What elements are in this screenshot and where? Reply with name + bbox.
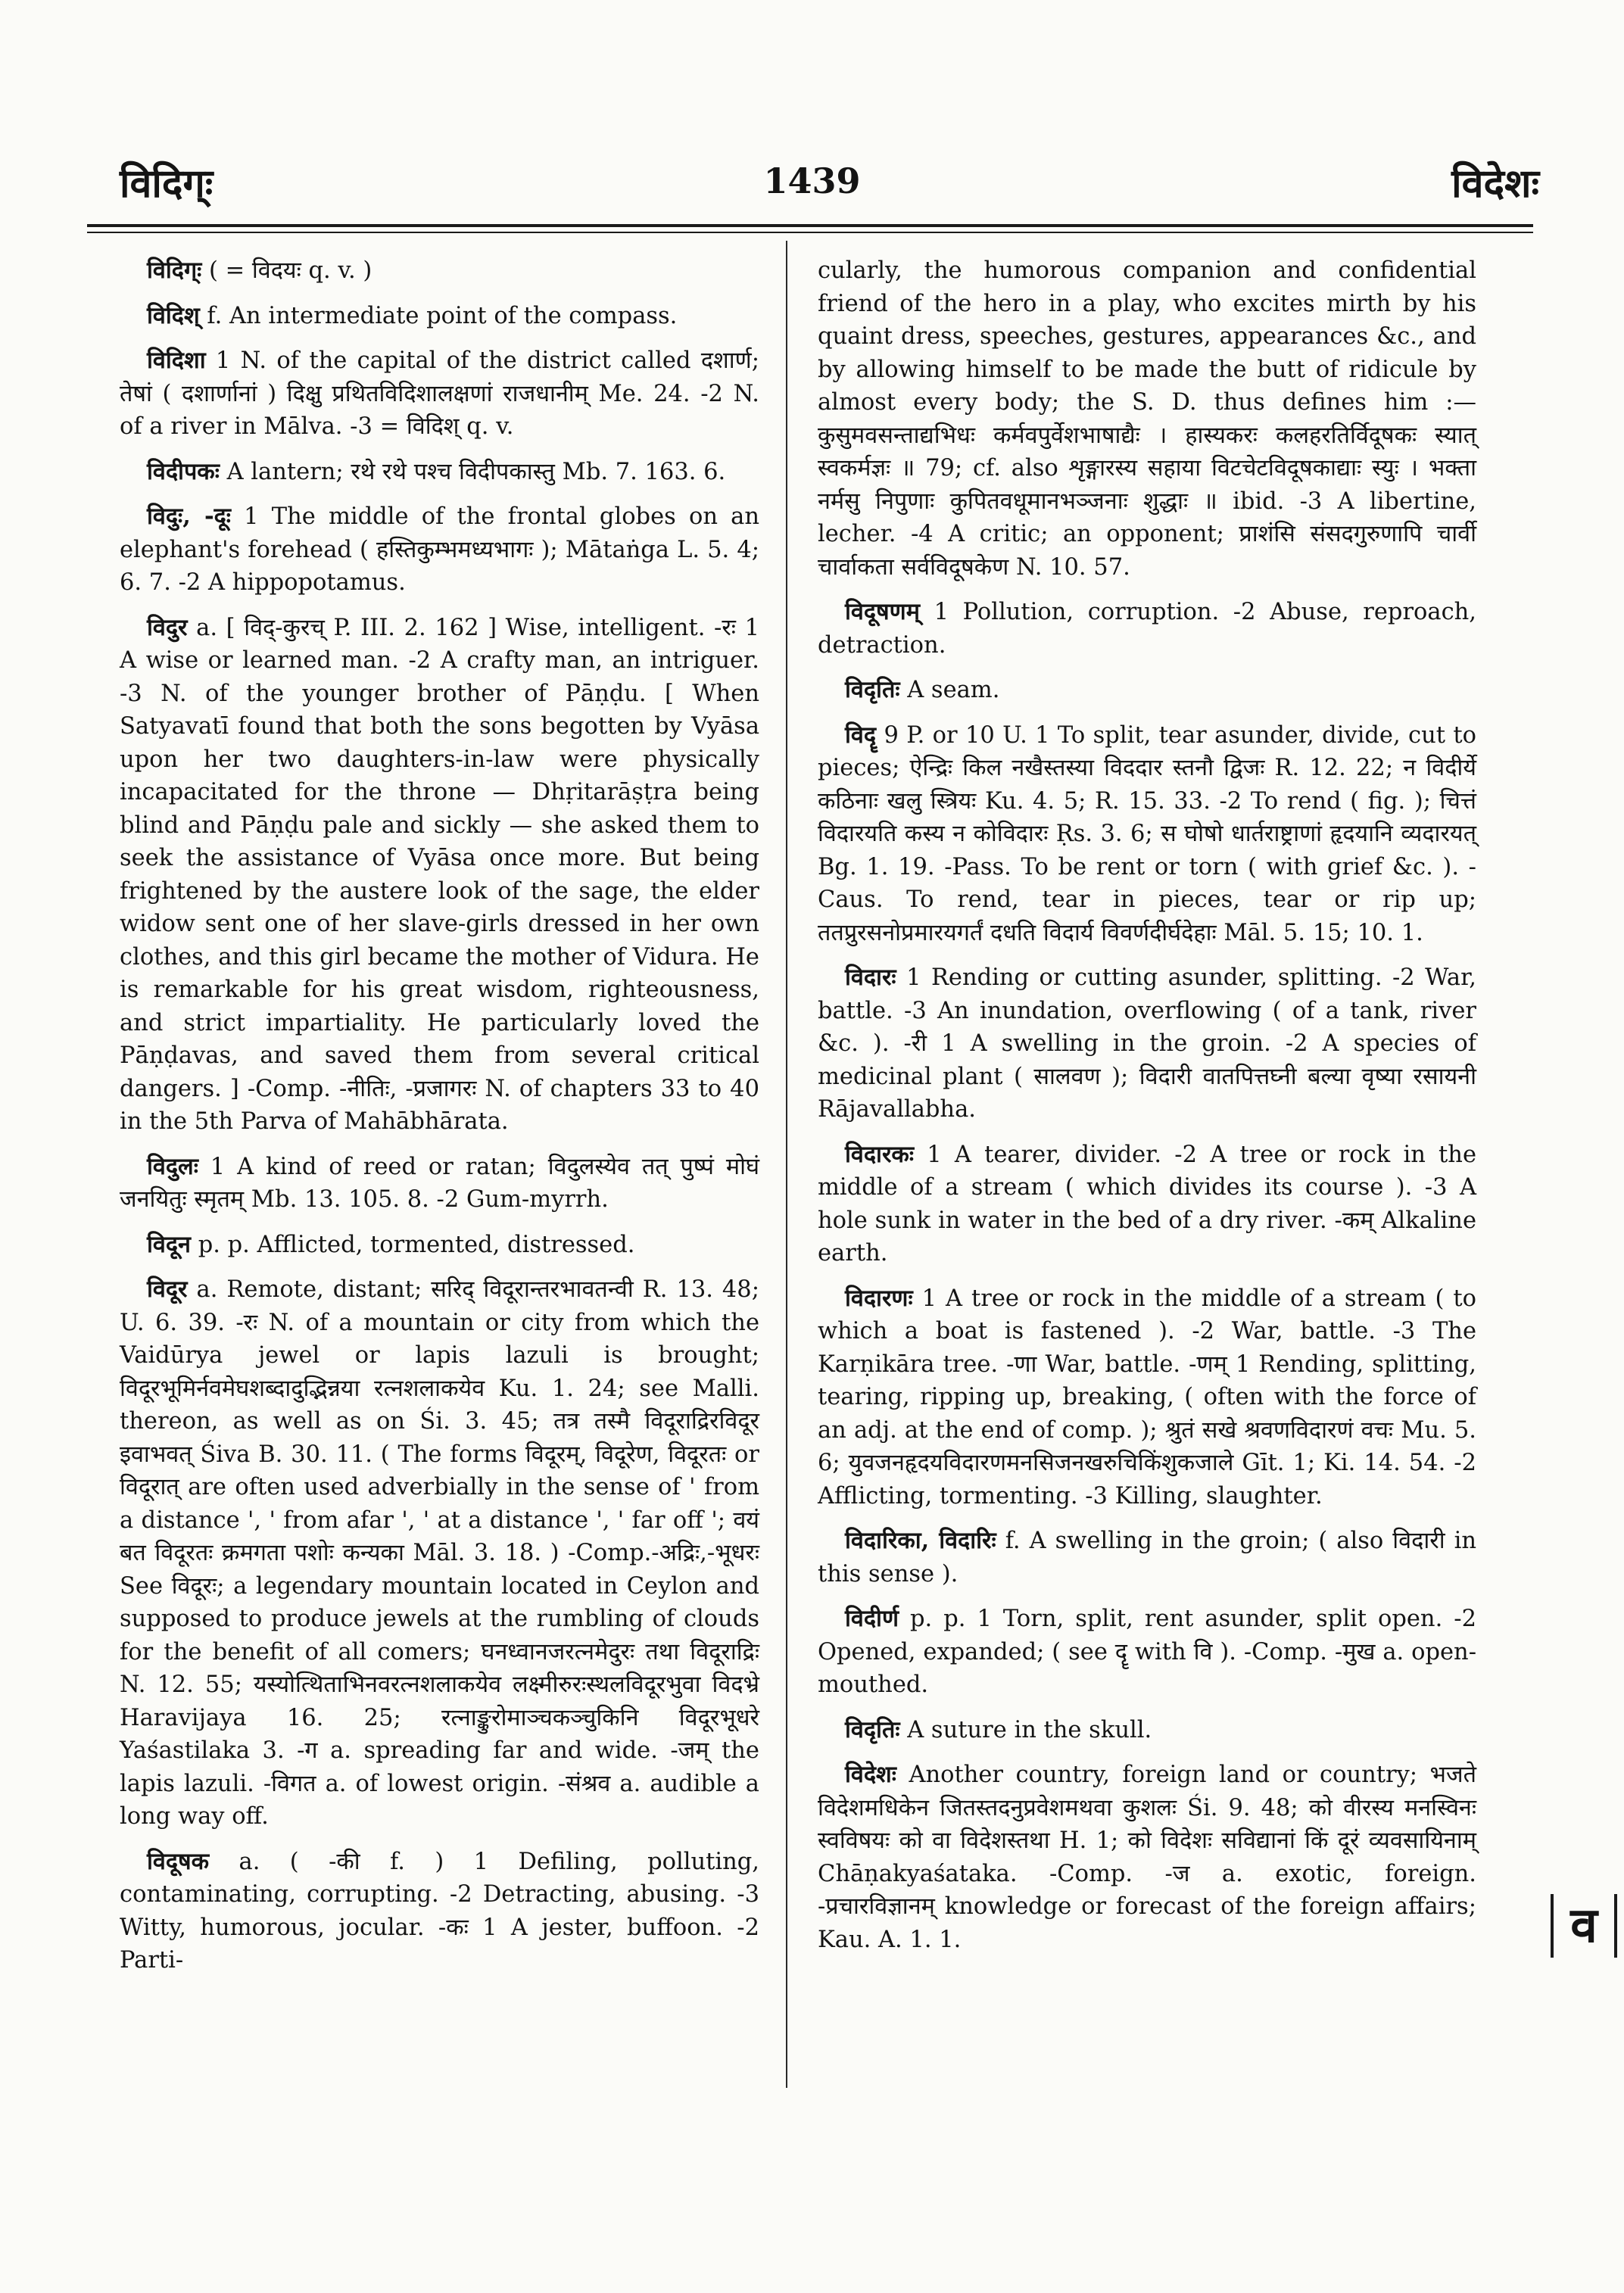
entry-headword: विदूषक — [147, 1847, 210, 1875]
entry-headword: विदून — [147, 1230, 191, 1258]
entry-headword: विदूर — [147, 1276, 188, 1303]
column-divider — [786, 241, 787, 2088]
entry-definition: a. Remote, distant; सरिद् विदूरान्तरभावतन्वी R. 13. 48; U. 6. 39. -रः N. of a mountain or city from which the Vaidūrya jewel or lapis lazuli is brought; विदूरभूमिर्नवमेघशब्दादुद्भिन्नया रत्नशलाकयेव Ku. 1. 24; see Malli. thereon, as well as on Śi. 3. 45; तत्र तस्मै विदूराद्रिरविदूर इवाभवत् Śiva B. 30. 11. ( The forms विदूरम्, विदूरेण, विदूरतः or विदूरात् are often used adverbially in the sense of ' from a distance ', ' from afar ', ' at a distance ', ' far off '; वयं बत विदूरतः क्रमगता पशोः कन्यका Māl. 3. 18. ) -Comp.-अद्रिः,-भूधरः See विदूरः; a legendary mountain located in Ceylon and supposed to produce jewels at the rumbling of clouds for the benefit of all comers; घनध्वानजरत्नमेदुरः तथा विदूराद्रिः N. 12. 55; यस्योत्थिताभिनवरत्नशलाकयेव लक्ष्मीरुरःस्थलविदूरभुवा विदभ्रे Haravijaya 16. 25; रत्नाङ्कुरोमाञ्चकञ्चुकिनि विदूरभूधरे Yaśastilaka 3. -ग a. spreading far and wide. -जम् the lapis lazuli. -विगत a. of lowest origin. -संश्रव a. audible a long way off. — [120, 1276, 759, 1830]
entry-headword: विदीर्ण — [845, 1605, 899, 1632]
dictionary-entry — [120, 612, 759, 1139]
entry-definition: Another country, foreign land or country; भजते विदेशमधिकेन जितस्तदनुप्रवेशमथवा कुशलः Śi. 9. 48; को वीरस्य मनस्विनः स्वविषयः को वा विदेशस्तथा H. 1; को विदेशः सविद्यानां किं दूरं व्यवसायिनाम् Chāṇakyaśataka. -Comp. -ज a. exotic, foreign. -प्रचारविज्ञानम् knowledge or forecast of the foreign affairs; Kau. A. 1. 1. — [818, 1762, 1476, 1953]
entry-headword: विदारणः — [845, 1284, 913, 1312]
entry-definition: 9 P. or 10 U. 1 To split, tear asunder, divide, cut to pieces; ऐन्द्रिः किल नखैस्तस्या विददार स्तनौ द्विजः R. 12. 22; न विदीर्ये कठिनाः खलु स्त्रियः Ku. 4. 5; R. 15. 33. -2 To rend ( fig. ); चित्तं विदारयति कस्य न कोविदारः Ṛs. 3. 6; स घोषो धार्तराष्ट्राणां हृदयानि व्यदारयत् Bg. 1. 19. -Pass. To be rent or torn ( with grief &c. ). -Caus. To rend, tear in pieces, tear or rip up; ततप्रुरसनोप्रमारयगर्तं दधति विदार्य विवर्णदीर्घदेहाः Māl. 5. 15; 10. 1. — [818, 721, 1476, 946]
dictionary-entry — [120, 300, 759, 333]
entry-definition: a. ( -की f. ) 1 Defiling, polluting, contaminating, corrupting. -2 Detracting, abusing. -3 Witty, humorous, jocular. -कः 1 A jester, buffoon. -2 Parti- — [120, 1848, 760, 1974]
left-guide-word: विदिग्ः — [120, 160, 214, 207]
dictionary-entry — [818, 254, 1476, 584]
entry-definition: 1 N. of the capital of the district called दशार्ण; तेषां ( दशार्णानां ) दिक्षु प्रथितविदिशालक्षणां राजधानीम् Me. 24. -2 N. of a river in Mālva. -3 = विदिश् q. v. — [120, 347, 759, 440]
entry-headword: विदिग्ः — [147, 257, 202, 284]
left-column — [120, 254, 759, 1989]
entry-definition: 1 Rending or cutting asunder, splitting. -2 War, battle. -3 An inundation, overflowing ( of a tank, river &c. ). -री 1 A swelling in the groin. -2 A species of medicinal plant ( सालवण ); विदारी वातपित्तघ्नी बल्या वृष्या रसायनी Rājavallabha. — [818, 964, 1476, 1123]
section-thumb-index: व — [1551, 1894, 1617, 1958]
right-column — [818, 254, 1476, 1968]
entry-definition: 1 The middle of the frontal globes on an elephant's forehead ( हस्तिकुम्भमध्यभागः ); Mātaṅga L. 5. 4; 6. 7. -2 A hippopotamus. — [120, 503, 759, 596]
dictionary-entry — [818, 961, 1476, 1126]
dictionary-entry — [818, 596, 1476, 662]
page-header — [0, 0, 1624, 227]
entry-definition: p. p. 1 Torn, split, rent asunder, split open. -2 Opened, expanded; ( see दॄ with वि ). -Comp. -मुख a. open-mouthed. — [818, 1606, 1476, 1698]
entry-headword: विदिशा — [147, 347, 206, 374]
entry-headword: विदिश् — [147, 301, 200, 329]
header-rule-thick — [87, 224, 1533, 227]
entry-definition: A lantern; रथे रथे पश्च विदीपकास्तु Mb. 7. 163. 6. — [226, 458, 726, 485]
entry-definition: 1 A tearer, divider. -2 A tree or rock in the middle of a stream ( which divides its course ). -3 A hole sunk in water in the bed of a dry river. -कम् Alkaline earth. — [818, 1141, 1476, 1266]
entry-definition: 1 A kind of reed or ratan; विदुलस्येव तत् पुष्पं मोघं जनयितुः स्मृतम् Mb. 13. 105. 8. -2 Gum-myrrh. — [120, 1153, 759, 1213]
entry-definition: f. An intermediate point of the compass. — [207, 302, 678, 329]
right-guide-word: विदेशः — [1451, 160, 1539, 207]
dictionary-entry — [818, 1139, 1476, 1270]
entry-definition: 1 Pollution, corruption. -2 Abuse, reproach, detraction. — [818, 599, 1476, 659]
dictionary-entry — [818, 1282, 1476, 1513]
dictionary-entry — [120, 456, 759, 489]
entry-headword: विदृतिः — [845, 676, 900, 703]
entry-headword: विदुः, -दूः — [147, 503, 231, 530]
entry-headword: विदारः — [845, 964, 896, 991]
dictionary-entry — [120, 344, 759, 444]
header-rule-thin — [87, 232, 1533, 233]
dictionary-entry — [818, 1603, 1476, 1702]
entry-headword: विदेशः — [845, 1761, 896, 1788]
entry-headword: विदारिका, विदारिः — [845, 1527, 996, 1554]
dictionary-entry — [120, 1151, 759, 1217]
entry-headword: विदूषणम् — [845, 598, 920, 625]
entry-headword: विदीपकः — [147, 457, 220, 485]
entry-headword: विदुर — [147, 613, 188, 641]
dictionary-entry — [120, 254, 759, 288]
dictionary-entry — [818, 1759, 1476, 1956]
dictionary-entry — [818, 719, 1476, 950]
entry-definition: p. p. Afflicted, tormented, distressed. — [198, 1231, 635, 1258]
entry-definition: a. [ विद्-कुरच् P. III. 2. 162 ] Wise, intelligent. -रः 1 A wise or learned man. -2 A crafty man, an intriguer. -3 N. of the younger brother of Pāṇḍu. [ When Satyavatī found that both the sons begotten by Vyāsa upon her two daughters-in-law were physically incapacitated for the throne — Dhṛitarāṣṭra being blind and Pāṇḍu pale and sickly — she asked them to seek the assistance of Vyāsa once more. But being frightened by the austere look of the sage, the elder widow sent one of her slave-girls dressed in her own clothes, and this girl became the mother of Vidura. He is remarkable for his great wisdom, righteousness, and strict impartiality. He particularly loved the Pāṇḍavas, and saved them from several critical dangers. ] -Comp. -नीतिः, -प्रजागरः N. of chapters 33 to 40 in the 5th Parva of Mahābhārata. — [120, 614, 759, 1135]
dictionary-entry — [818, 674, 1476, 707]
entry-definition: A seam. — [907, 677, 1000, 703]
dictionary-entry — [818, 1525, 1476, 1590]
entry-definition: ( = विदयः q. v. ) — [209, 257, 372, 284]
entry-definition: cularly, the humorous companion and confidential friend of the hero in a play, who excites mirth by his quaint dress, speeches, gestures, appearances &c., and by allowing himself to be made the butt of ridicule by almost every body; the S. D. thus defines him :— कुसुमवसन्ताद्यभिधः कर्मवपुर्वेशभाषाद्यैः । हास्यकरः कलहरतिर्विदूषकः स्यात् स्वकर्मज्ञः ॥ 79; cf. also शृङ्गारस्य सहाया विटचेटविदूषकाद्याः स्युः । भक्ता नर्मसु निपुणाः कुपितवधूमानभञ्जनाः शुद्धाः ॥ ibid. -3 A libertine, lecher. -4 A critic; an opponent; प्राशंसि संसदगुरुणापि चार्वी चार्वाकता सर्वविदूषकेण N. 10. 57. — [818, 257, 1476, 581]
entry-headword: विदारकः — [845, 1140, 915, 1168]
page-number: 1439 — [763, 160, 861, 201]
entry-headword: विदुलः — [147, 1152, 198, 1180]
entry-headword: विदॄ — [845, 721, 877, 749]
entry-definition: f. A swelling in the groin; ( also विदारी in this sense ). — [818, 1528, 1476, 1587]
dictionary-entry — [818, 1714, 1476, 1747]
entry-definition: 1 A tree or rock in the middle of a stream ( to which a boat is fastened ). -2 War, battle. -3 The Karṇikāra tree. -णा War, battle. -णम् 1 Rending, splitting, tearing, ripping up, breaking, ( often with the force of an adj. at the end of comp. ); श्रुतं सखे श्रवणविदारणं वचः Mu. 5. 6; युवजनहृदयविदारणमनसिजनखरुचिकिंशुकजाले Gīt. 1; Ki. 14. 54. -2 Afflicting, tormenting. -3 Killing, slaughter. — [818, 1285, 1477, 1509]
dictionary-entry — [120, 500, 759, 600]
dictionary-entry — [120, 1229, 759, 1262]
dictionary-entry — [120, 1273, 759, 1833]
dictionary-entry — [120, 1846, 759, 1977]
entry-definition: A suture in the skull. — [907, 1716, 1152, 1743]
entry-headword: विदृतिः — [845, 1715, 900, 1743]
